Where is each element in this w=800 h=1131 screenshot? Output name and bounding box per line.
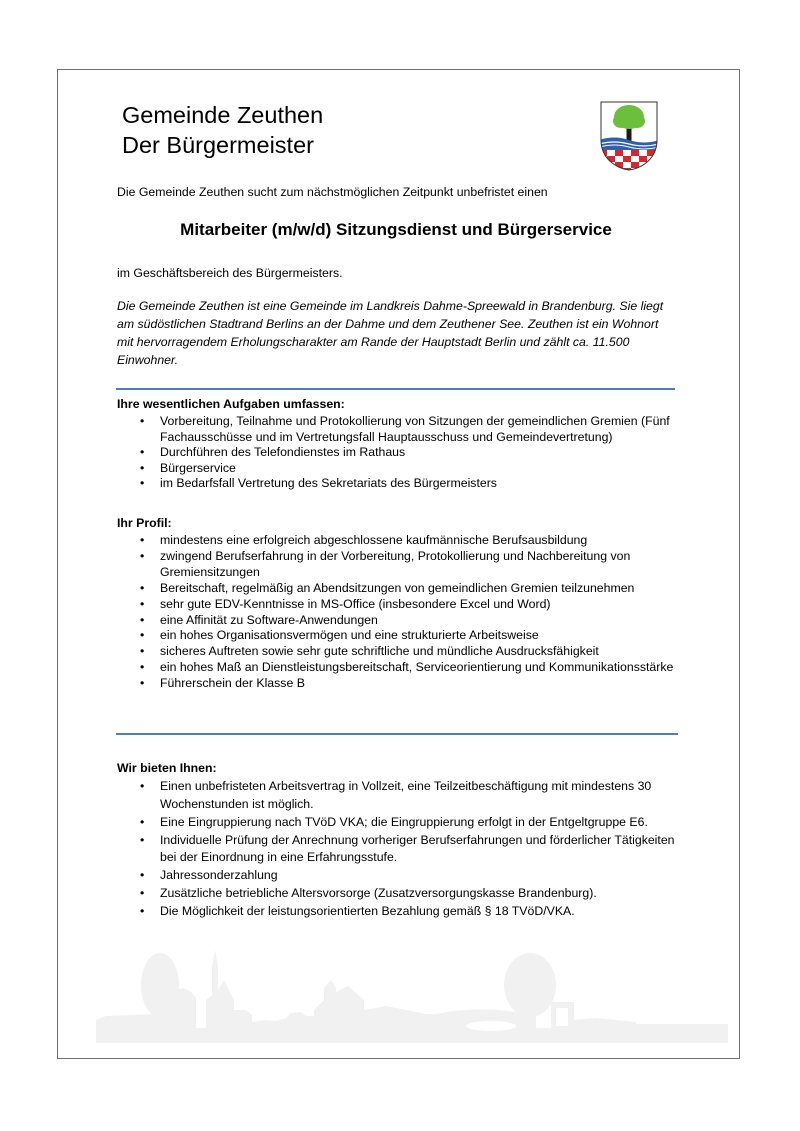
list-item: • ein hohes Maß an Dienstleistungsbereitschaft, Serviceorientierung und Kommunikationsstärke xyxy=(117,660,677,676)
coat-of-arms-icon xyxy=(599,100,659,172)
list-item: • Durchführen des Telefondienstes im Rathaus xyxy=(117,445,677,461)
section-divider xyxy=(116,388,675,390)
list-item: • Bürgerservice xyxy=(117,461,677,477)
list-item: • Bereitschaft, regelmäßig an Abendsitzungen von gemeindlichen Gremien teilzunehmen xyxy=(117,581,677,597)
list-item: • zwingend Berufserfahrung in der Vorbereitung, Protokollierung und Nachbereitung von Gremiensitzungen xyxy=(117,549,677,581)
list-item: • im Bedarfsfall Vertretung des Sekretariats des Bürgermeisters xyxy=(117,476,677,492)
list-item: • sicheres Auftreten sowie sehr gute schriftliche und mündliche Ausdrucksfähigkeit xyxy=(117,644,677,660)
list-item: • sehr gute EDV-Kenntnisse in MS-Office (insbesondere Excel und Word) xyxy=(117,597,677,613)
list-item: • Jahressonderzahlung xyxy=(117,867,677,885)
profile-list xyxy=(117,533,677,692)
tasks-list xyxy=(117,414,677,492)
section-divider xyxy=(116,733,678,735)
list-item: • Einen unbefristeten Arbeitsvertrag in Vollzeit, eine Teilzeitbeschäftigung mit mindestens 30 Wochenstunden ist möglich. xyxy=(117,778,677,813)
tasks-heading: Ihre wesentlichen Aufgaben umfassen: xyxy=(117,397,345,411)
list-item: • Führerschein der Klasse B xyxy=(117,676,677,692)
job-title: Mitarbeiter (m/w/d) Sitzungsdienst und Bürgerservice xyxy=(180,220,612,239)
list-item: • ein hohes Organisationsvermögen und eine strukturierte Arbeitsweise xyxy=(117,628,677,644)
mayor-title: Der Bürgermeister xyxy=(122,132,314,158)
list-item: • mindestens eine erfolgreich abgeschlossene kaufmännische Berufsausbildung xyxy=(117,533,677,549)
municipality-description: Die Gemeinde Zeuthen ist eine Gemeinde im Landkreis Dahme-Spreewald in Brandenburg. Sie liegt am südöstlichen Stadtrand Berlins an der Dahme und dem Zeuthener See. Zeuthen ist ein Wohnort mit hervorragendem Erholungscharakter am Rande der Hauptstadt Berlin und zählt ca. 11.500 Einwohner. xyxy=(117,299,664,367)
offers-heading: Wir bieten Ihnen: xyxy=(117,761,217,775)
list-item: • eine Affinität zu Software-Anwendungen xyxy=(117,613,677,629)
department-text: im Geschäftsbereich des Bürgermeisters. xyxy=(117,266,343,280)
list-item: • Vorbereitung, Teilnahme und Protokollierung von Sitzungen der gemeindlichen Gremien (Fünf Fachausschüsse und im Vertretungsfall Hauptausschuss und Gemeindevertretung) xyxy=(117,414,677,445)
intro-text: Die Gemeinde Zeuthen sucht zum nächstmöglichen Zeitpunkt unbefristet einen xyxy=(117,185,548,199)
municipality-name: Gemeinde Zeuthen xyxy=(122,102,324,128)
profile-heading: Ihr Profil: xyxy=(117,516,172,530)
offers-list xyxy=(117,778,677,921)
list-item: • Zusätzliche betriebliche Altersvorsorge (Zusatzversorgungskasse Brandenburg). xyxy=(117,885,677,903)
list-item: • Individuelle Prüfung der Anrechnung vorheriger Berufserfahrungen und förderlicher Tätigkeiten bei der Einordnung in eine Erfahrungsstufe. xyxy=(117,832,677,867)
list-item: • Die Möglichkeit der leistungsorientierten Bezahlung gemäß § 18 TVöD/VKA. xyxy=(117,903,677,921)
list-item: • Eine Eingruppierung nach TVöD VKA; die Eingruppierung erfolgt in der Entgeltgruppe E6. xyxy=(117,814,677,832)
town-skyline-icon xyxy=(96,940,728,1043)
